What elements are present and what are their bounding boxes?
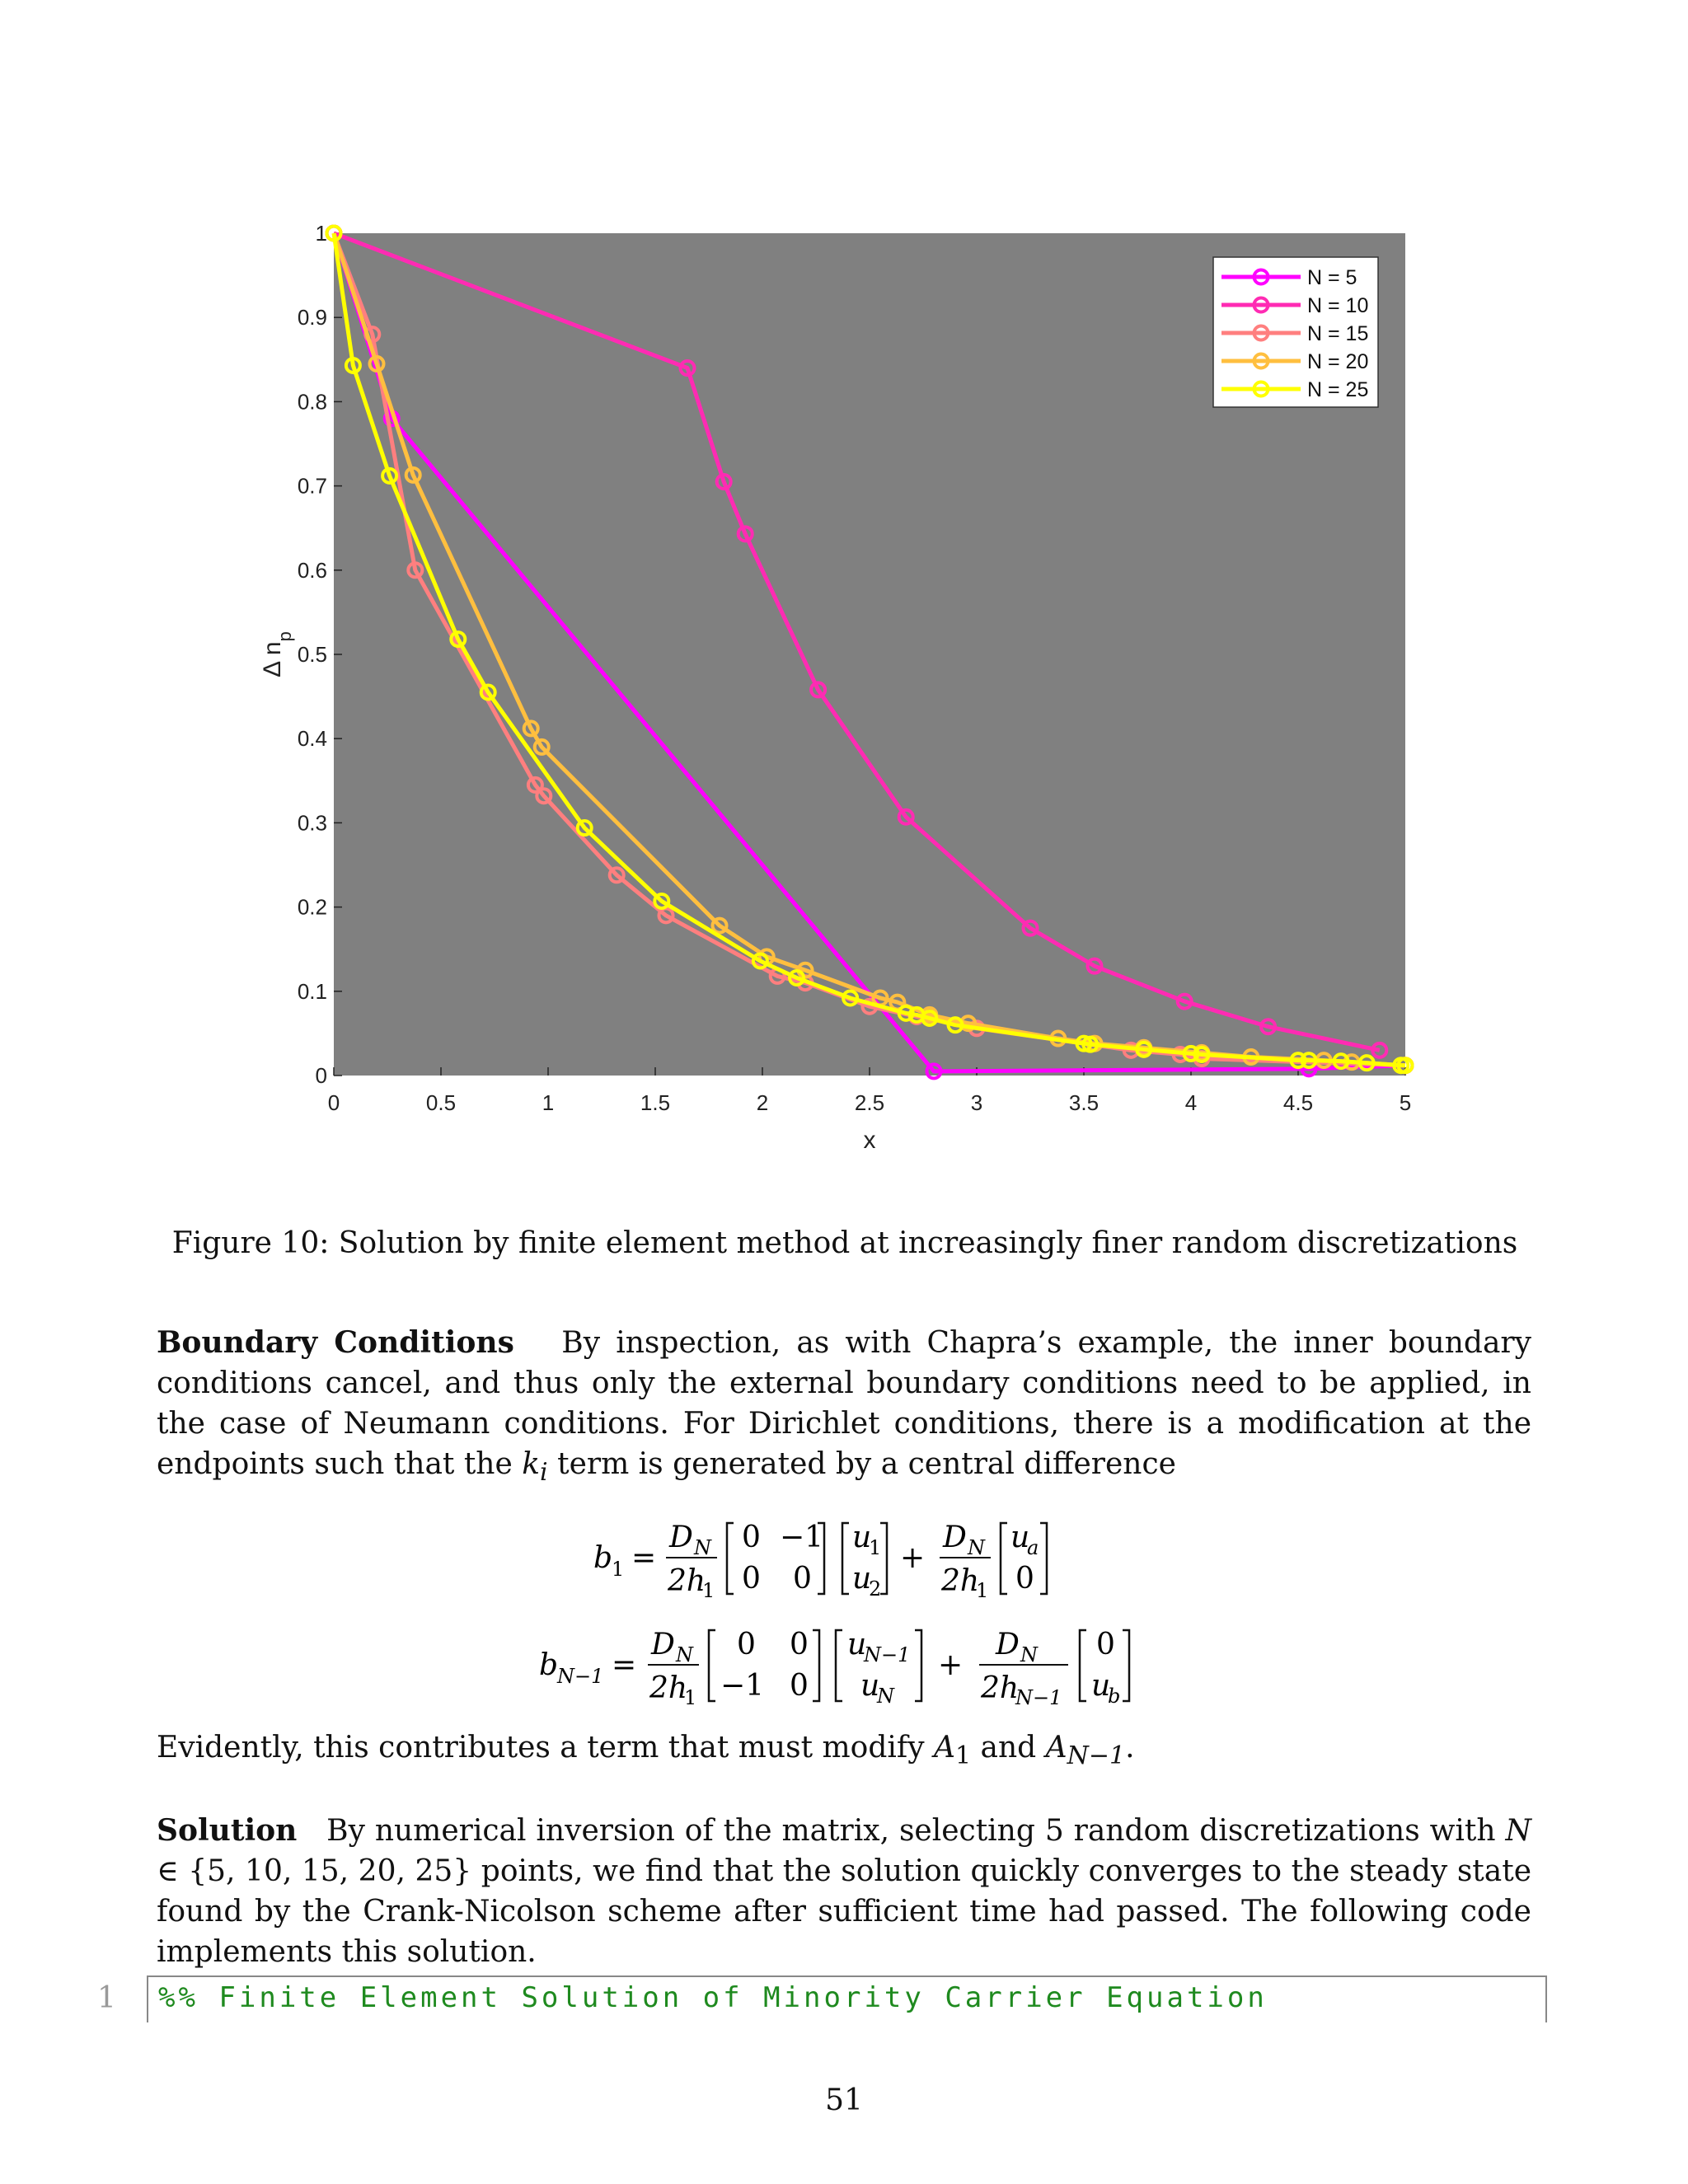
eq2-frac-den-sub: 1 bbox=[684, 1686, 697, 1709]
eq2-w2-sub: b bbox=[1108, 1685, 1121, 1708]
eq1-plus: + bbox=[900, 1541, 926, 1575]
eq1-w2: 0 bbox=[1015, 1562, 1034, 1596]
solution-text-2: points, we find that the solution quickly converges to the steady state found by the Crank-Nicolson scheme after sufficient time had passed. The following code implements this solution. bbox=[157, 1854, 1531, 1969]
eq1-lhs: b bbox=[593, 1541, 613, 1575]
eq1-frac-num-sub: N bbox=[694, 1536, 711, 1559]
y-axis-label: Δ $n_p$ bbox=[259, 631, 295, 677]
eq1-w1: u bbox=[1010, 1521, 1030, 1554]
x-tick-label: 3.5 bbox=[1068, 1090, 1100, 1115]
eq2-w1: 0 bbox=[1096, 1628, 1115, 1661]
eq2-equals: = bbox=[612, 1648, 637, 1682]
eq1-v2-sub: 2 bbox=[869, 1577, 882, 1601]
eq1-v1-sub: 1 bbox=[869, 1536, 882, 1559]
eq1-m22: 0 bbox=[793, 1562, 812, 1596]
solution-heading: Solution bbox=[157, 1813, 298, 1848]
y-tick-label: 1 bbox=[315, 221, 327, 246]
y-tick-label: 0.3 bbox=[297, 810, 327, 836]
x-tick-label: 5 bbox=[1399, 1090, 1412, 1115]
eq2-frac-den: 2h bbox=[649, 1671, 688, 1705]
y-tick-label: 0.7 bbox=[297, 473, 327, 499]
evident-text: Evidently, this contributes a term that must modify bbox=[157, 1731, 934, 1765]
n-set: {5, 10, 15, 20, 25} bbox=[188, 1854, 472, 1888]
eq1-m11: 0 bbox=[742, 1521, 761, 1554]
solution-text-1: By numerical inversion of the matrix, selecting 5 random discretizations with bbox=[326, 1814, 1506, 1848]
eq1-frac2-den-sub: 1 bbox=[976, 1579, 989, 1602]
x-tick-label: 0 bbox=[327, 1090, 340, 1115]
eq1-frac2-num-sub: N bbox=[968, 1536, 985, 1559]
eq1-m12: −1 bbox=[780, 1521, 824, 1554]
y-tick-label: 0 bbox=[315, 1063, 327, 1088]
ki-symbol: k bbox=[522, 1447, 541, 1481]
x-axis-label: x bbox=[863, 1127, 876, 1154]
figure-caption: Figure 10: Solution by finite element method at increasingly finer random discretizations bbox=[171, 1226, 1518, 1260]
eq2-plus: + bbox=[938, 1648, 964, 1682]
eq1-lhs-sub: 1 bbox=[612, 1558, 625, 1581]
page-number: 51 bbox=[825, 2083, 863, 2117]
eq2-m22: 0 bbox=[790, 1669, 809, 1703]
a1-symbol: A bbox=[933, 1731, 955, 1765]
eq2-v1: u bbox=[847, 1628, 867, 1661]
eq2-frac2-num: D bbox=[996, 1628, 1020, 1661]
bc-text: By inspection, as with Chapra’s example, the inner boundary conditions cancel, and thus only the external boundary conditions need to be applied, in the case of Neumann conditions. For Dirichlet conditions, there is a modification at the endpoints such that the bbox=[157, 1326, 1531, 1481]
legend-label: N = 25 bbox=[1307, 378, 1369, 401]
code-line-number: 1 bbox=[97, 1981, 116, 2015]
y-tick-label: 0.9 bbox=[297, 305, 327, 330]
eq2-frac2-den: 2h bbox=[981, 1671, 1020, 1705]
x-tick-label: 0.5 bbox=[425, 1090, 457, 1115]
equation-bn-1 bbox=[528, 1615, 1154, 1714]
eq2-m21: −1 bbox=[720, 1669, 765, 1703]
legend bbox=[1213, 257, 1378, 407]
legend-label: N = 5 bbox=[1307, 266, 1357, 289]
evident-end: . bbox=[1125, 1731, 1135, 1765]
eq1-m21: 0 bbox=[742, 1562, 761, 1596]
y-tick-label: 0.2 bbox=[297, 894, 327, 920]
eq2-v1-sub: N−1 bbox=[864, 1643, 911, 1666]
y-tick-label: 0.5 bbox=[297, 642, 327, 667]
an-symbol: A bbox=[1045, 1731, 1067, 1765]
eq1-frac2-den: 2h bbox=[941, 1564, 980, 1598]
eq2-v2-sub: N bbox=[877, 1685, 894, 1708]
eq1-frac-den: 2h bbox=[668, 1564, 706, 1598]
bc-text-end: term is generated by a central difference bbox=[547, 1447, 1176, 1481]
evidently-paragraph bbox=[157, 1727, 1531, 1776]
eq2-lhs: b bbox=[539, 1648, 559, 1682]
x-tick-label: 4.5 bbox=[1282, 1090, 1314, 1115]
n-in-symbol: N ∈ bbox=[157, 1814, 1531, 1888]
legend-label: N = 20 bbox=[1307, 350, 1369, 373]
a1-subscript: 1 bbox=[954, 1741, 972, 1771]
eq1-w1-sub: a bbox=[1027, 1536, 1039, 1559]
x-tick-label: 2.5 bbox=[854, 1090, 885, 1115]
eq2-frac-num-sub: N bbox=[676, 1643, 693, 1666]
x-tick-label: 1.5 bbox=[640, 1090, 671, 1115]
boundary-conditions-paragraph bbox=[157, 1323, 1531, 1493]
eq1-frac-den-sub: 1 bbox=[702, 1579, 715, 1602]
x-tick-label: 1 bbox=[542, 1090, 555, 1115]
eq1-frac-num: D bbox=[669, 1521, 693, 1554]
ki-subscript: i bbox=[540, 1458, 548, 1488]
y-tick-label: 0.6 bbox=[297, 557, 327, 583]
y-tick-label: 0.1 bbox=[297, 978, 327, 1004]
eq1-frac2-num: D bbox=[943, 1521, 967, 1554]
x-tick-label: 3 bbox=[970, 1090, 983, 1115]
eq2-frac2-den-sub: N−1 bbox=[1015, 1686, 1062, 1709]
eq2-v2: u bbox=[860, 1669, 880, 1703]
an-subscript: N−1 bbox=[1067, 1741, 1126, 1771]
solution-paragraph bbox=[157, 1811, 1531, 1972]
eq2-m11: 0 bbox=[737, 1628, 756, 1661]
eq1-equals: = bbox=[631, 1541, 657, 1575]
eq2-lhs-sub: N−1 bbox=[557, 1665, 604, 1688]
y-tick-label: 0.4 bbox=[297, 726, 327, 752]
equation-b1 bbox=[577, 1508, 1104, 1607]
x-tick-label: 2 bbox=[756, 1090, 769, 1115]
evident-and: and bbox=[971, 1731, 1046, 1765]
code-line[interactable]: %% Finite Element Solution of Minority Carrier Equation bbox=[158, 1981, 1268, 2014]
eq1-v2: u bbox=[852, 1562, 872, 1596]
bc-heading: Boundary Conditions bbox=[157, 1325, 514, 1360]
legend-label: N = 15 bbox=[1307, 322, 1369, 345]
eq1-v1: u bbox=[852, 1521, 872, 1554]
eq2-m12: 0 bbox=[790, 1628, 809, 1661]
eq2-w2: u bbox=[1091, 1669, 1111, 1703]
x-tick-label: 4 bbox=[1184, 1090, 1198, 1115]
y-tick-label: 0.8 bbox=[297, 389, 327, 415]
legend-label: N = 10 bbox=[1307, 294, 1369, 317]
eq2-frac-num: D bbox=[651, 1628, 675, 1661]
eq2-frac2-num-sub: N bbox=[1020, 1643, 1038, 1666]
